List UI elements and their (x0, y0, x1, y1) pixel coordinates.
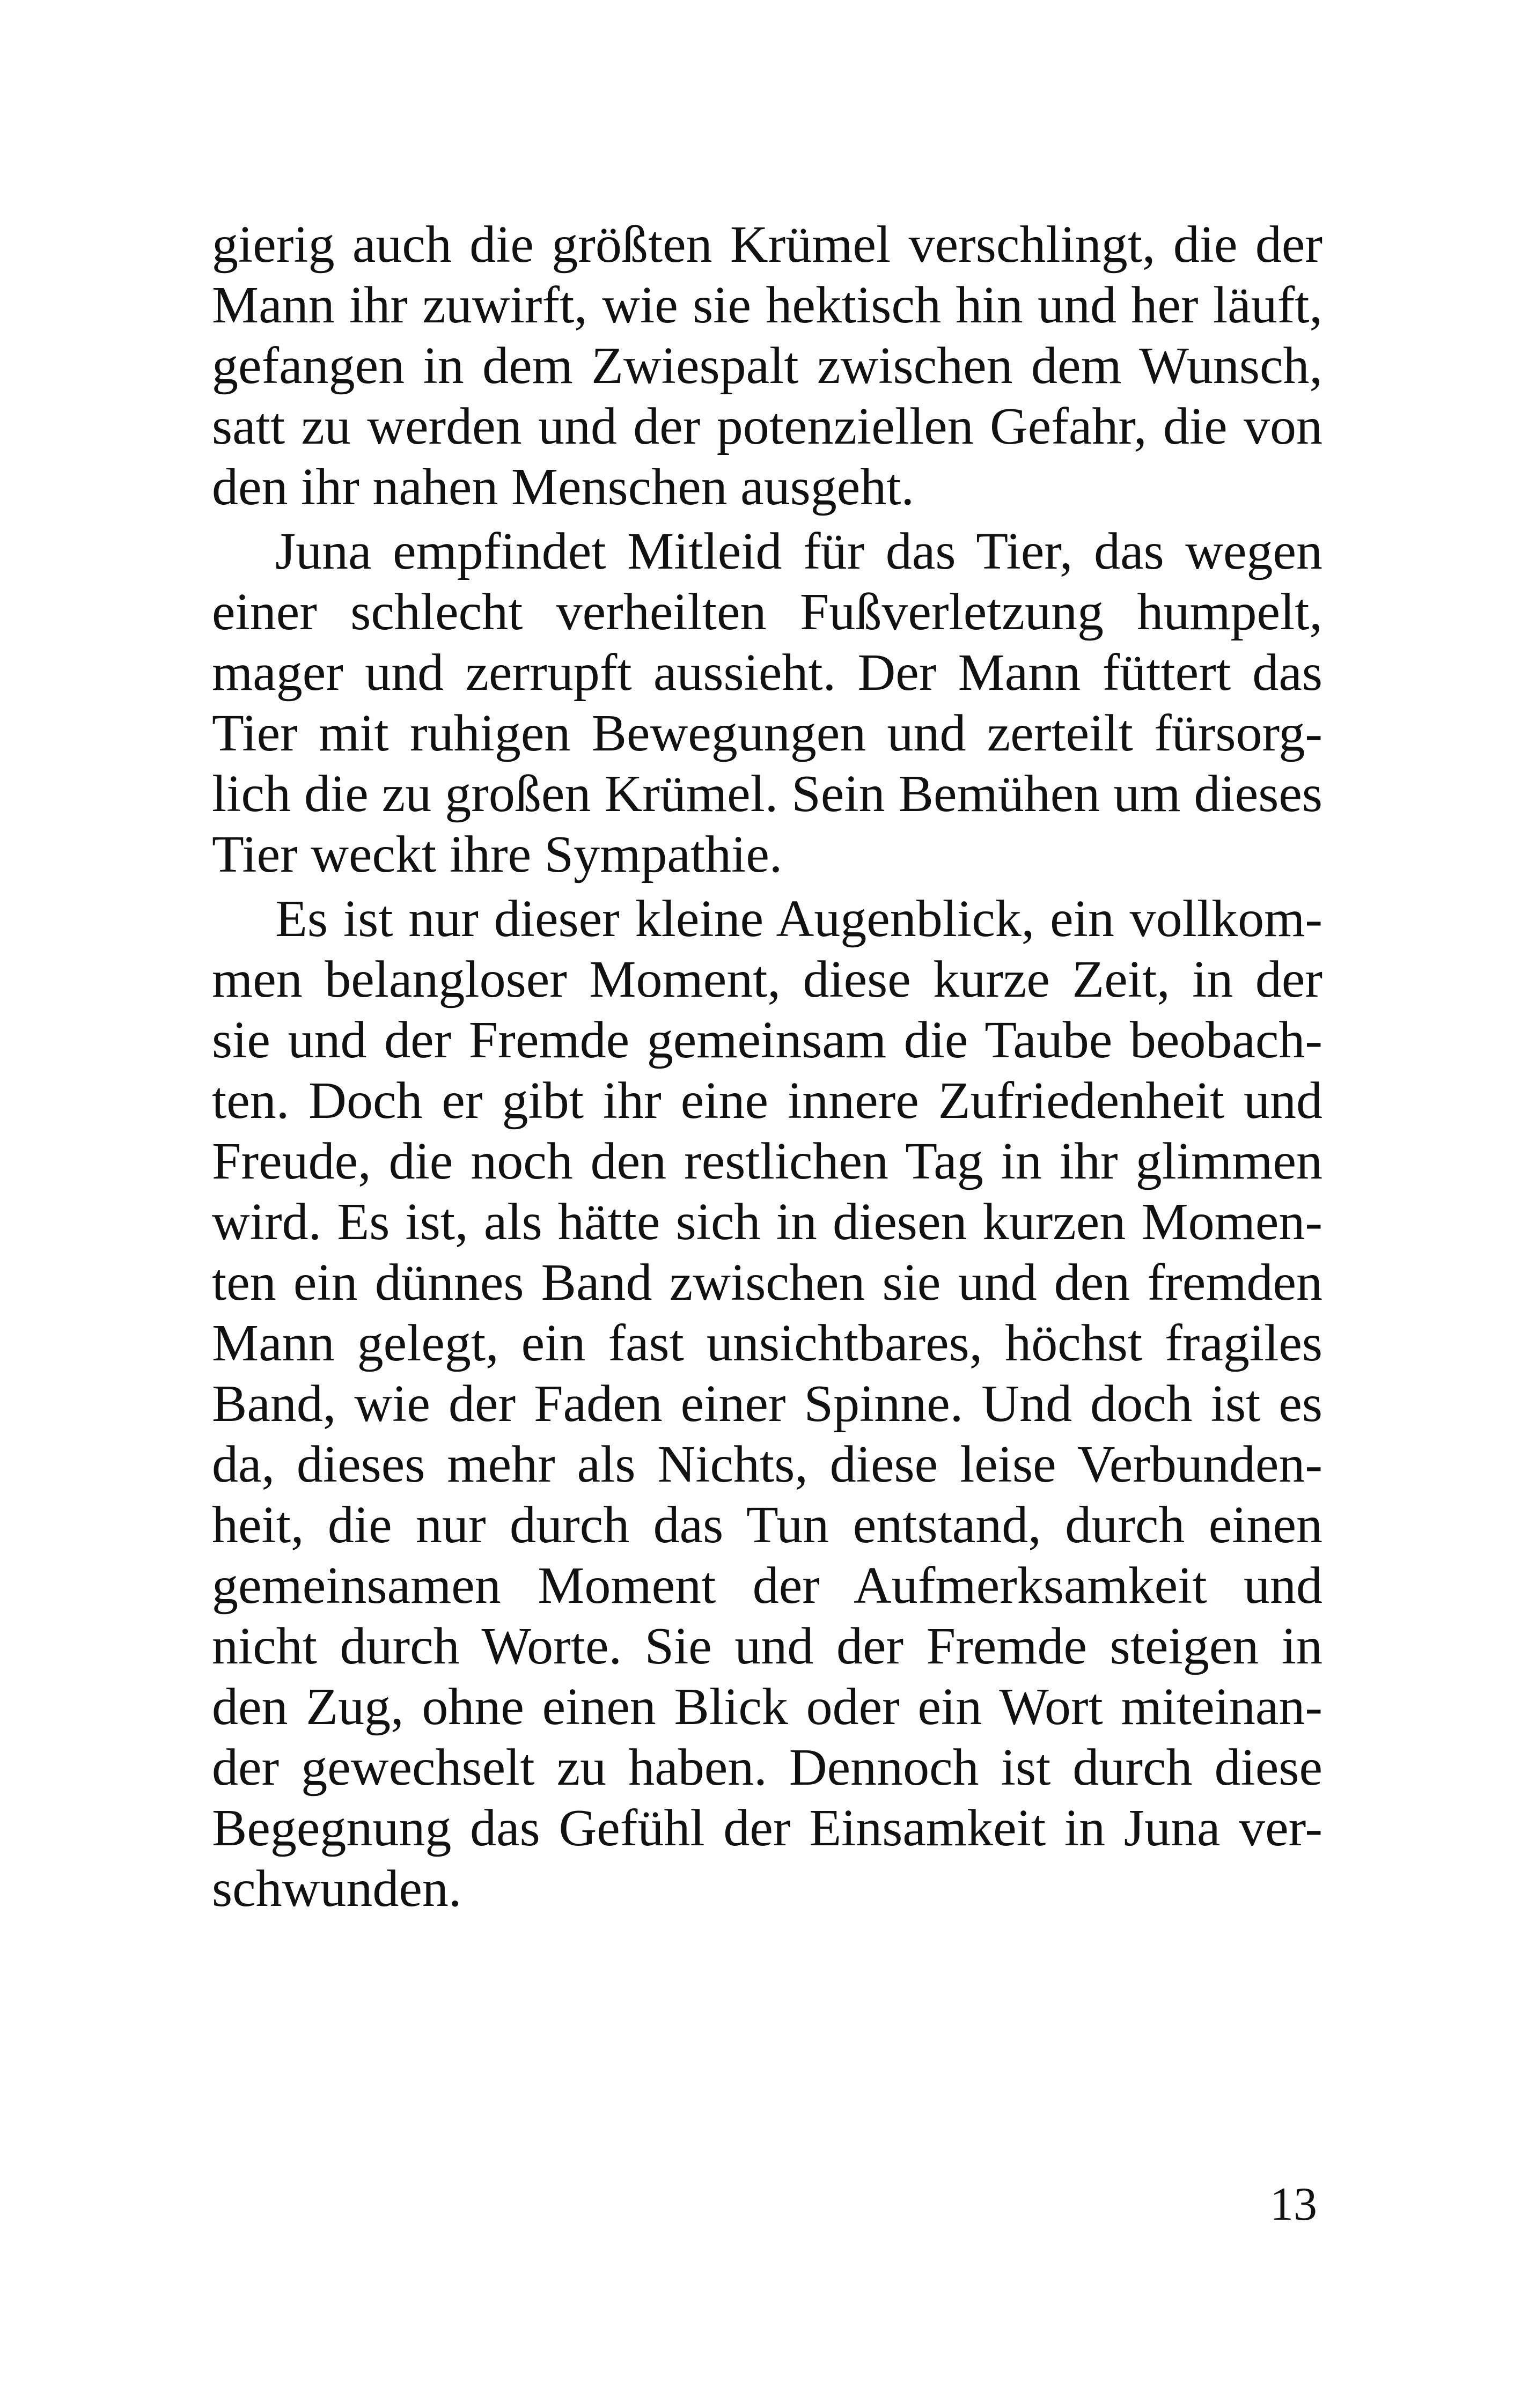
text-line: Begegnung das Gefühl der Einsamkeit in Juna ver- (212, 1799, 1322, 1857)
paragraph-2 (212, 521, 1322, 885)
text-line: der gewechselt zu haben. Dennoch ist durch diese (212, 1739, 1322, 1796)
text-line: Band, wie der Faden einer Spinne. Und doch ist es (212, 1375, 1322, 1433)
text-line: Mann ihr zuwirft, wie sie hektisch hin und her läuft, (212, 276, 1322, 334)
text-line: gemeinsamen Moment der Aufmerksamkeit und (212, 1557, 1322, 1615)
text-line: sie und der Fremde gemeinsam die Taube beobach- (212, 1011, 1322, 1069)
text-line: Es ist nur dieser kleine Augenblick, ein vollkom- (275, 890, 1322, 948)
text-line: Juna empfindet Mitleid für das Tier, das wegen (275, 522, 1322, 580)
text-line: Tier weckt ihre Sympathie. (212, 826, 783, 883)
text-line: Mann gelegt, ein fast unsichtbares, höchst fragiles (212, 1314, 1322, 1372)
text-line: gierig auch die größten Krümel verschlingt, die der (212, 216, 1322, 274)
text-line: men belangloser Moment, diese kurze Zeit, in der (212, 951, 1322, 1008)
text-line: lich die zu großen Krümel. Sein Bemühen um dieses (212, 765, 1322, 823)
body-text (212, 215, 1322, 1923)
text-line: nicht durch Worte. Sie und der Fremde steigen in (212, 1617, 1322, 1675)
text-line: mager und zerrupft aussieht. Der Mann füttert das (212, 644, 1322, 702)
text-line: Freude, die noch den restlichen Tag in ihr glimmen (212, 1132, 1322, 1190)
text-line: wird. Es ist, als hätte sich in diesen kurzen Momen- (212, 1193, 1322, 1251)
text-line: satt zu werden und der potenziellen Gefahr, die von (212, 397, 1322, 455)
text-line: heit, die nur durch das Tun entstand, durch einen (212, 1496, 1322, 1554)
text-line: da, dieses mehr als Nichts, diese leise Verbunden- (212, 1435, 1322, 1493)
paragraph-1 (212, 215, 1322, 518)
text-line: ten ein dünnes Band zwischen sie und den fremden (212, 1254, 1322, 1312)
text-line: einer schlecht verheilten Fußverletzung humpelt, (212, 583, 1322, 641)
text-line: schwunden. (212, 1860, 462, 1918)
text-line: den ihr nahen Menschen ausgeht. (212, 458, 914, 516)
text-line: gefangen in dem Zwiespalt zwischen dem Wunsch, (212, 337, 1322, 395)
page-number: 13 (1270, 2178, 1317, 2230)
text-line: den Zug, ohne einen Blick oder ein Wort miteinan- (212, 1678, 1322, 1736)
text-line: ten. Doch er gibt ihr eine innere Zufriedenheit und (212, 1072, 1322, 1130)
text-line: Tier mit ruhigen Bewegungen und zerteilt fürsorg- (212, 704, 1322, 762)
paragraph-3 (212, 889, 1322, 1919)
